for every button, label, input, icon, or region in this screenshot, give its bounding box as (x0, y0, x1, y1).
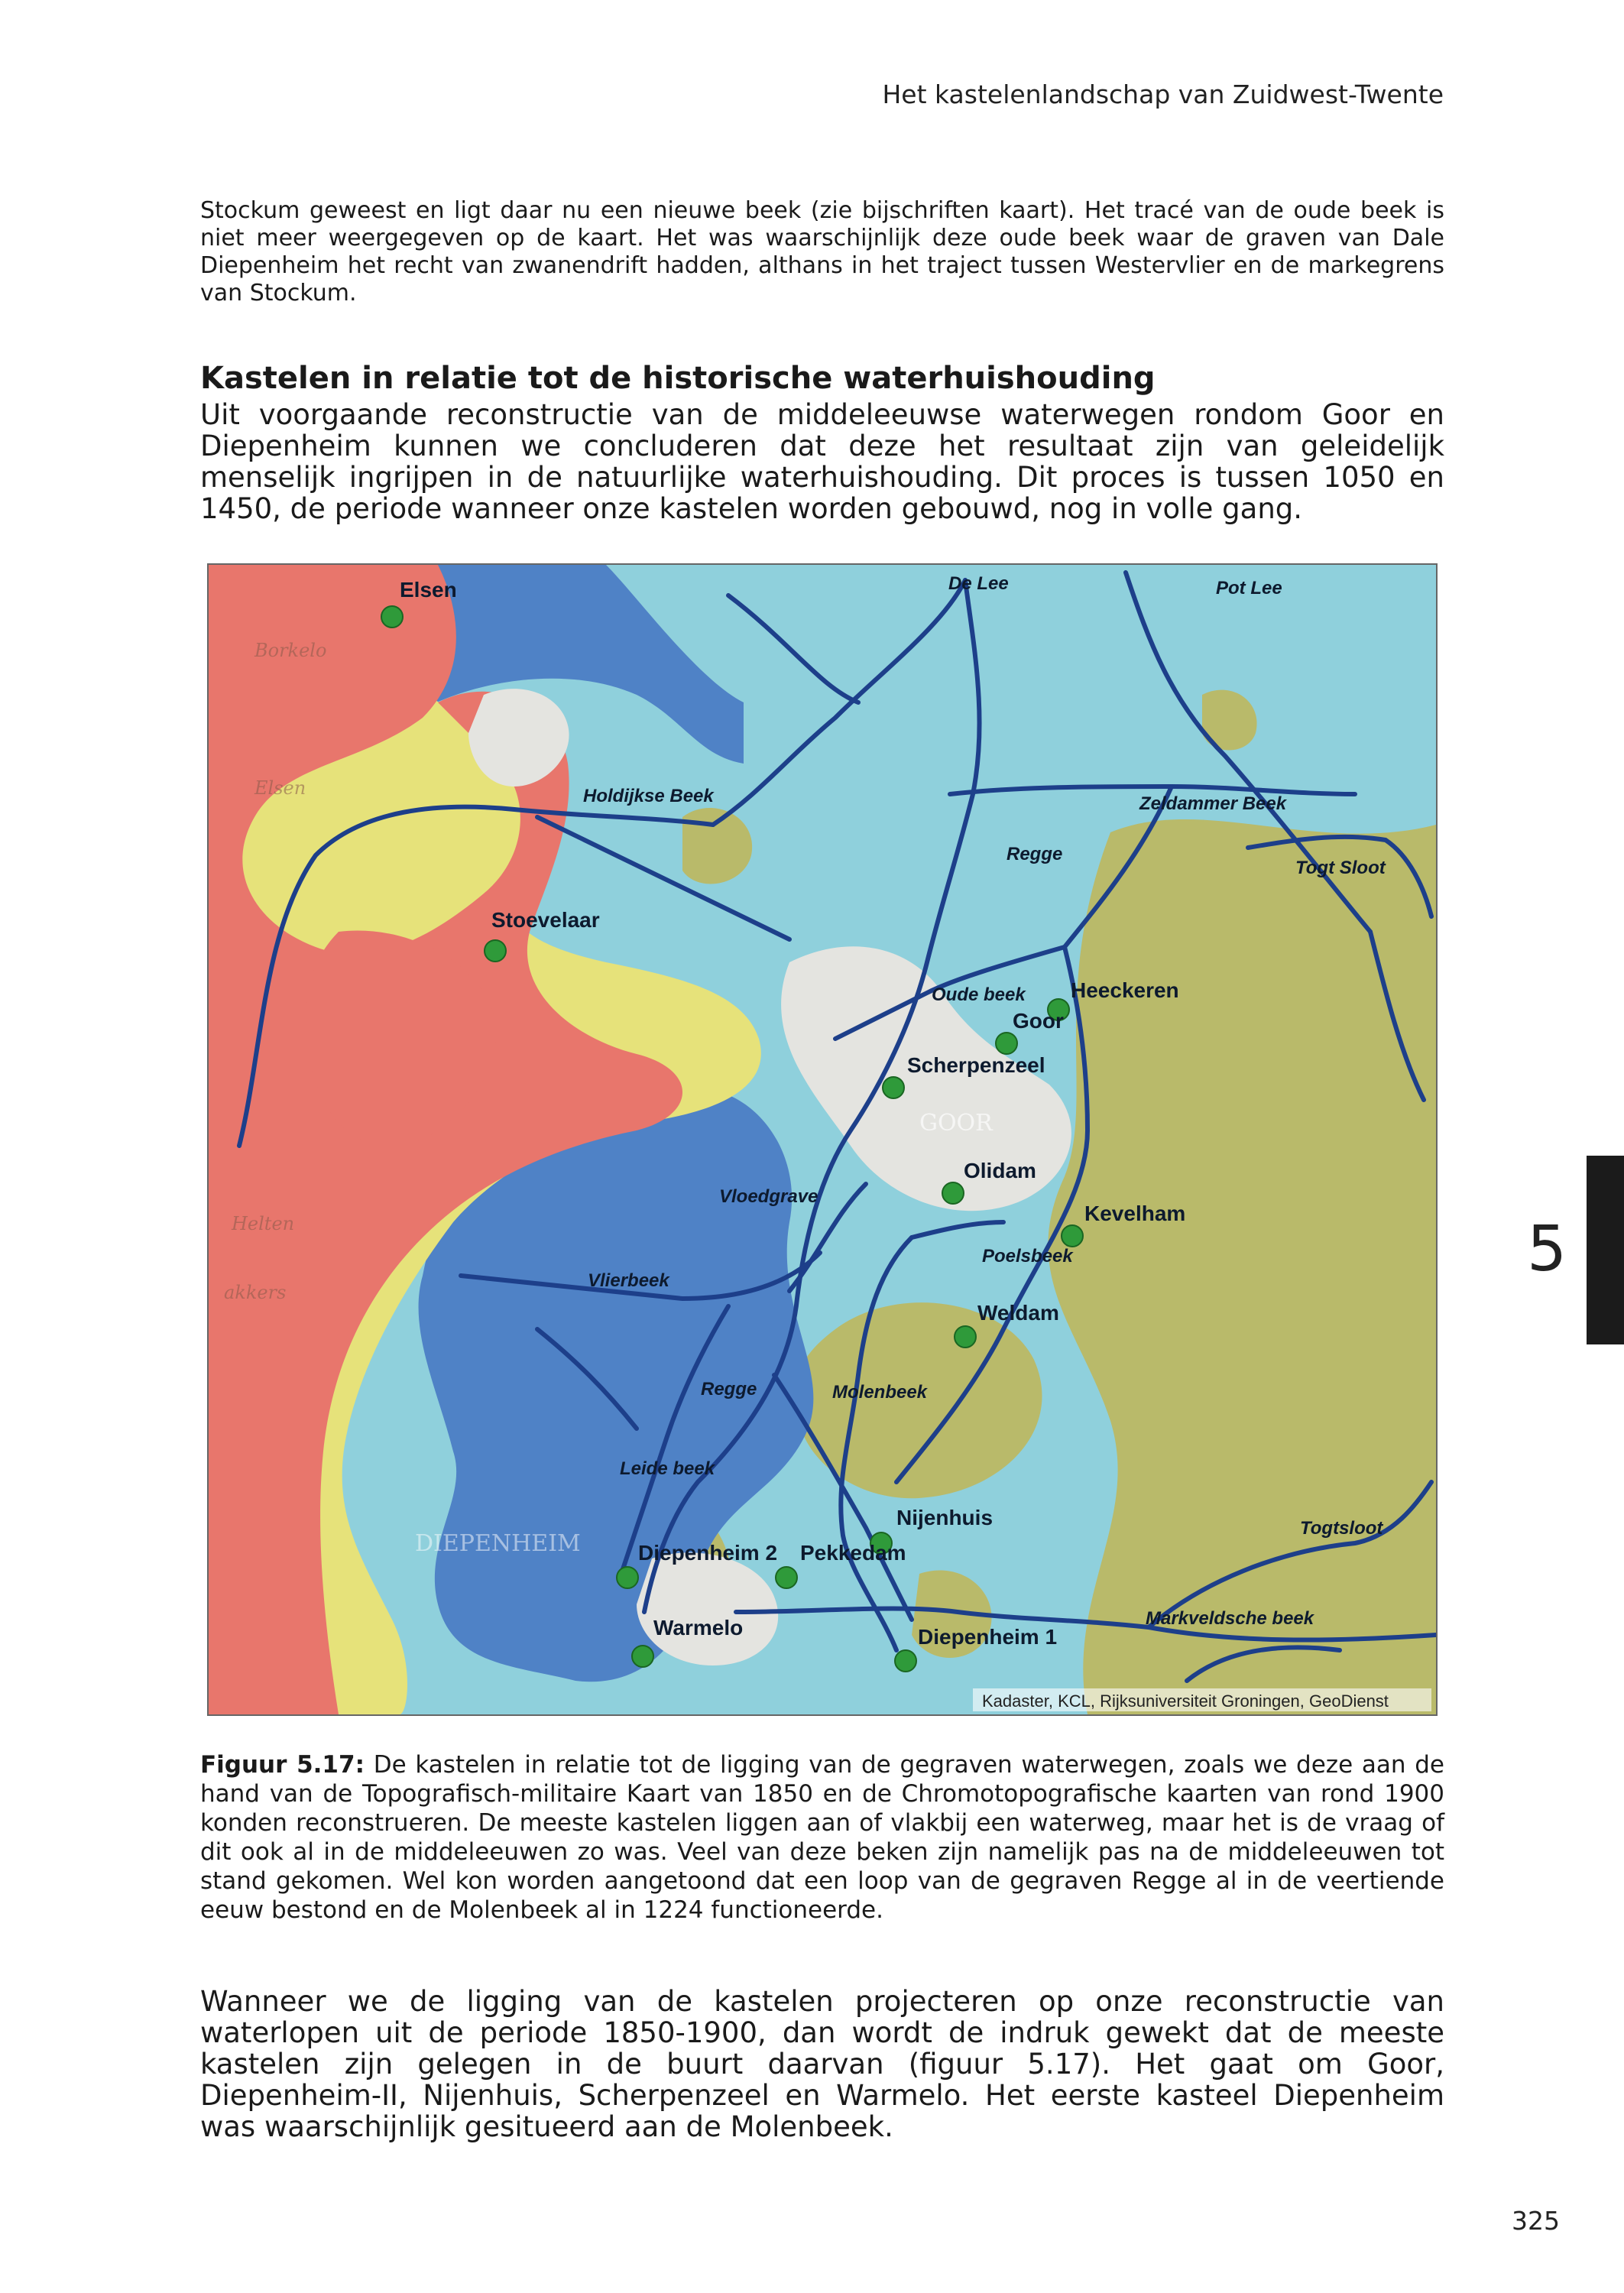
label-weldam: Weldam (977, 1301, 1059, 1325)
label-togtsloot: Togtsloot (1300, 1518, 1383, 1539)
marker-elsen (381, 606, 403, 628)
label-warmelo: Warmelo (653, 1616, 744, 1639)
label-scherpenzeel: Scherpenzeel (907, 1053, 1045, 1077)
marker-weldam (955, 1326, 976, 1348)
map-svg (209, 565, 1436, 1714)
label-kevelham: Kevelham (1084, 1202, 1186, 1225)
label-markveldsche-beek: Markveldsche beek (1146, 1608, 1314, 1629)
running-header: Het kastelenlandschap van Zuidwest-Twente (882, 79, 1444, 109)
label-pot-lee: Pot Lee (1216, 578, 1282, 598)
marker-goor (996, 1033, 1017, 1054)
marker-diepenheim2 (617, 1567, 638, 1588)
label-diepenheim2: Diepenheim 2 (638, 1541, 778, 1565)
label-regge-north: Regge (1006, 844, 1063, 864)
caption-label: Figuur 5.17: (200, 1751, 365, 1779)
label-regge-south: Regge (701, 1379, 757, 1399)
marker-kevelham (1062, 1225, 1083, 1247)
marker-diepenheim1 (895, 1650, 916, 1672)
basemap-text-3: Helten (232, 1213, 295, 1234)
label-zeldammer-beek: Zeldammer Beek (1139, 793, 1287, 814)
basemap-text-1: Borkelo (254, 640, 327, 661)
basemap-text-2: Elsen (254, 777, 306, 799)
figure-map (207, 563, 1438, 1716)
label-nijenhuis: Nijenhuis (896, 1506, 994, 1529)
marker-pekkedam (776, 1567, 797, 1588)
label-pekkedam: Pekkedam (800, 1541, 906, 1565)
label-elsen: Elsen (400, 578, 457, 602)
chapter-tab (1587, 1156, 1624, 1344)
label-togt-sloot: Togt Sloot (1295, 858, 1386, 878)
chapter-number: 5 (1527, 1213, 1567, 1286)
closing-paragraph: Wanneer we de ligging van de kastelen projecteren op onze reconstructie van waterlopen uit de periode 1850-1900, dan wordt de indruk gewekt dat de meeste kastelen zijn gelegen in de buurt daarvan (figuur 5.17). Het gaat om Goor, Diepenheim-II, Nijenhuis, Scherpenzeel en Warmelo. Het eerste kasteel Diepenheim was waarschijnlijk gesitueerd aan de Molenbeek. (200, 1985, 1444, 2143)
map-credit: Kadaster, KCL, Rijksuniversiteit Groningen, GeoDienst (982, 1691, 1389, 1711)
label-vlierbeek: Vlierbeek (588, 1270, 669, 1291)
label-molenbeek: Molenbeek (832, 1382, 928, 1403)
label-holdijkse-beek: Holdijkse Beek (583, 786, 714, 806)
intro-paragraph: Stockum geweest en ligt daar nu een nieuwe beek (zie bijschriften kaart). Het tracé van de oude beek is niet meer weergegeven op de kaart. Het was waarschijnlijk deze oude beek waar de graven van Dale Diepenheim het recht van zwanendrift hadden, althans in het traject tussen Westervlier en de markegrens van Stockum. (200, 197, 1444, 306)
label-olidam: Olidam (964, 1159, 1036, 1182)
marker-stoevelaar (485, 940, 506, 962)
label-oude-beek: Oude beek (932, 984, 1026, 1005)
label-vloedgrave: Vloedgrave (719, 1186, 818, 1207)
marker-warmelo (632, 1646, 653, 1667)
figure-caption (200, 1750, 1444, 1925)
marker-olidam (942, 1182, 964, 1204)
caption-text: De kastelen in relatie tot de ligging van de gegraven waterwegen, zoals we deze aan de hand van de Topografisch-militaire Kaart van 1850 en de Chromotopografische kaarten van rond 1900 konden reconstrueren. De meeste kastelen liggen aan of vlakbij een waterweg, maar het is de vraag of dit ook al in de middeleeuwen zo was. Veel van deze beken zijn namelijk pas na de middeleeuwen tot stand gekomen. Wel kon worden aangetoond dat een loop van de gegraven Regge al in de veertiende eeuw bestond en de Molenbeek al in 1224 functioneerde. (200, 1751, 1444, 1924)
goor-town-text: GOOR (919, 1110, 993, 1137)
label-stoevelaar: Stoevelaar (491, 908, 600, 932)
label-leide-beek: Leide beek (620, 1458, 715, 1479)
section-body: Uit voorgaande reconstructie van de middeleeuwse waterwegen rondom Goor en Diepenheim kunnen we concluderen dat deze het resultaat zijn van geleidelijk menselijk ingrijpen in de natuurlijke waterhuishouding. Dit proces is tussen 1050 en 1450, de periode wanneer onze kastelen worden gebouwd, nog in volle gang. (200, 398, 1444, 525)
label-goor: Goor (1013, 1009, 1064, 1033)
label-heeckeren: Heeckeren (1071, 978, 1179, 1002)
marker-scherpenzeel (883, 1077, 904, 1098)
label-poelsbeek: Poelsbeek (982, 1246, 1073, 1267)
label-de-lee: De Lee (948, 573, 1009, 594)
label-diepenheim1: Diepenheim 1 (918, 1625, 1058, 1649)
section-title: Kastelen in relatie tot de historische waterhuishouding (200, 361, 1156, 396)
diepenheim-town-text: DIEPENHEIM (415, 1530, 581, 1557)
basemap-text-4: akkers (224, 1282, 287, 1303)
page-number: 325 (1512, 2206, 1560, 2236)
